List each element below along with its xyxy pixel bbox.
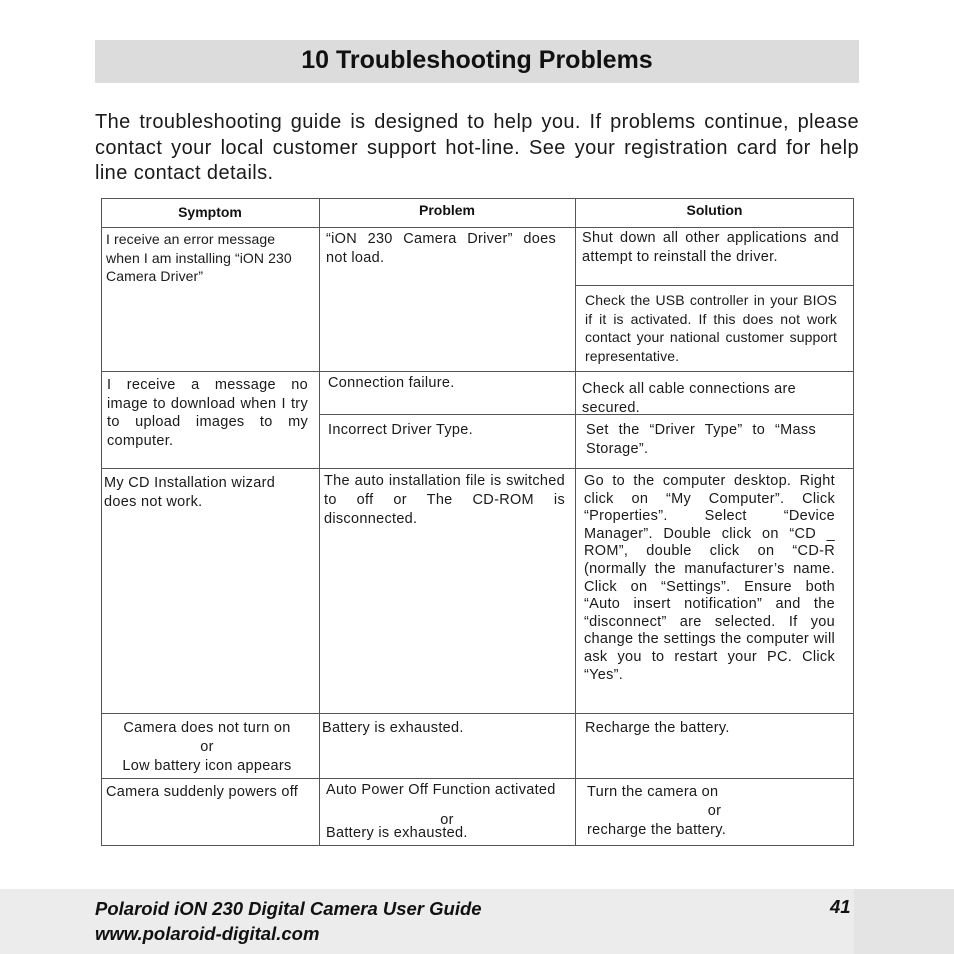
header-solution: Solution (686, 202, 743, 218)
header-problem: Problem (418, 202, 475, 218)
page-title: 10 Troubleshooting Problems (301, 46, 653, 74)
row5-solution-or: or (707, 803, 722, 819)
row-divider-1 (101, 371, 854, 372)
column-divider-1 (319, 198, 320, 846)
intro-paragraph: The troubleshooting guide is designed to help you. If problems continue, please contact your local customer support hot-line. See your registration card for help line contact details. (95, 111, 859, 184)
row4-symptom-or: or (200, 739, 214, 755)
row2-solution-1: Check all cable connections are secured. (582, 381, 797, 416)
row-divider-header (101, 227, 854, 228)
row1-solution-1: Shut down all other applications and attempt to reinstall the driver. (582, 230, 839, 265)
row3-problem: The auto installation file is switched to off or The CD-ROM is disconnected. (324, 473, 565, 527)
row2-problem-1: Connection failure. (328, 375, 455, 391)
row5-problem-or: or (440, 812, 454, 828)
footer-url: www.polaroid-digital.com (95, 923, 320, 944)
row-divider-2 (101, 468, 854, 469)
row1-problem: “iON 230 Camera Driver” does not load. (326, 231, 556, 266)
row-divider-3 (101, 713, 854, 714)
row5-symptom: Camera suddenly powers off (106, 784, 299, 800)
footer-band-right (854, 889, 954, 954)
row5-solution-line2: recharge the battery. (587, 822, 727, 838)
row4-solution: Recharge the battery. (585, 720, 730, 736)
row4-problem: Battery is exhausted. (322, 720, 464, 736)
row4-symptom-line2: Low battery icon appears (122, 758, 292, 774)
row3-solution: Go to the computer desktop. Right click on “My Computer”. Click “Properties”. Select “Device Manager”. Double click on “CD _ ROM”, double click on “CD-R (normally the manufacturer’s name. Click on “Settings”. Ensure both “Auto insert notification” and the “disconnect” are selected. If you change the settings the computer will ask you to restart your PC. Click “Yes”. (584, 473, 835, 683)
header-symptom: Symptom (178, 204, 242, 220)
footer-guide-title: Polaroid iON 230 Digital Camera User Guide (95, 898, 482, 919)
subdivider-row1-solution (575, 285, 854, 286)
row2-symptom: I receive a message no image to download when I try to upload images to my computer. (107, 377, 308, 449)
row5-solution-line1: Turn the camera on (587, 784, 719, 800)
row5-problem-line2: Battery is exhausted. (326, 825, 468, 841)
row-divider-4 (101, 778, 854, 779)
row2-problem-2: Incorrect Driver Type. (328, 422, 473, 438)
row3-symptom: My CD Installation wizard does not work. (104, 475, 276, 510)
table-border-bottom (101, 845, 854, 846)
table-border-right (853, 198, 854, 846)
row5-problem-line1: Auto Power Off Function activated (326, 782, 556, 798)
row1-solution-2: Check the USB controller in your BIOS if it is activated. If this does not work contact your national customer support representative. (585, 292, 837, 364)
page-number: 41 (830, 896, 851, 917)
row1-symptom: I receive an error message when I am installing “iON 230 Camera Driver” (106, 231, 292, 285)
table-border-top (101, 198, 854, 199)
row2-solution-2: Set the “Driver Type” to “Mass Storage”. (586, 422, 816, 457)
row4-symptom-line1: Camera does not turn on (123, 720, 291, 736)
column-divider-2 (575, 198, 576, 846)
